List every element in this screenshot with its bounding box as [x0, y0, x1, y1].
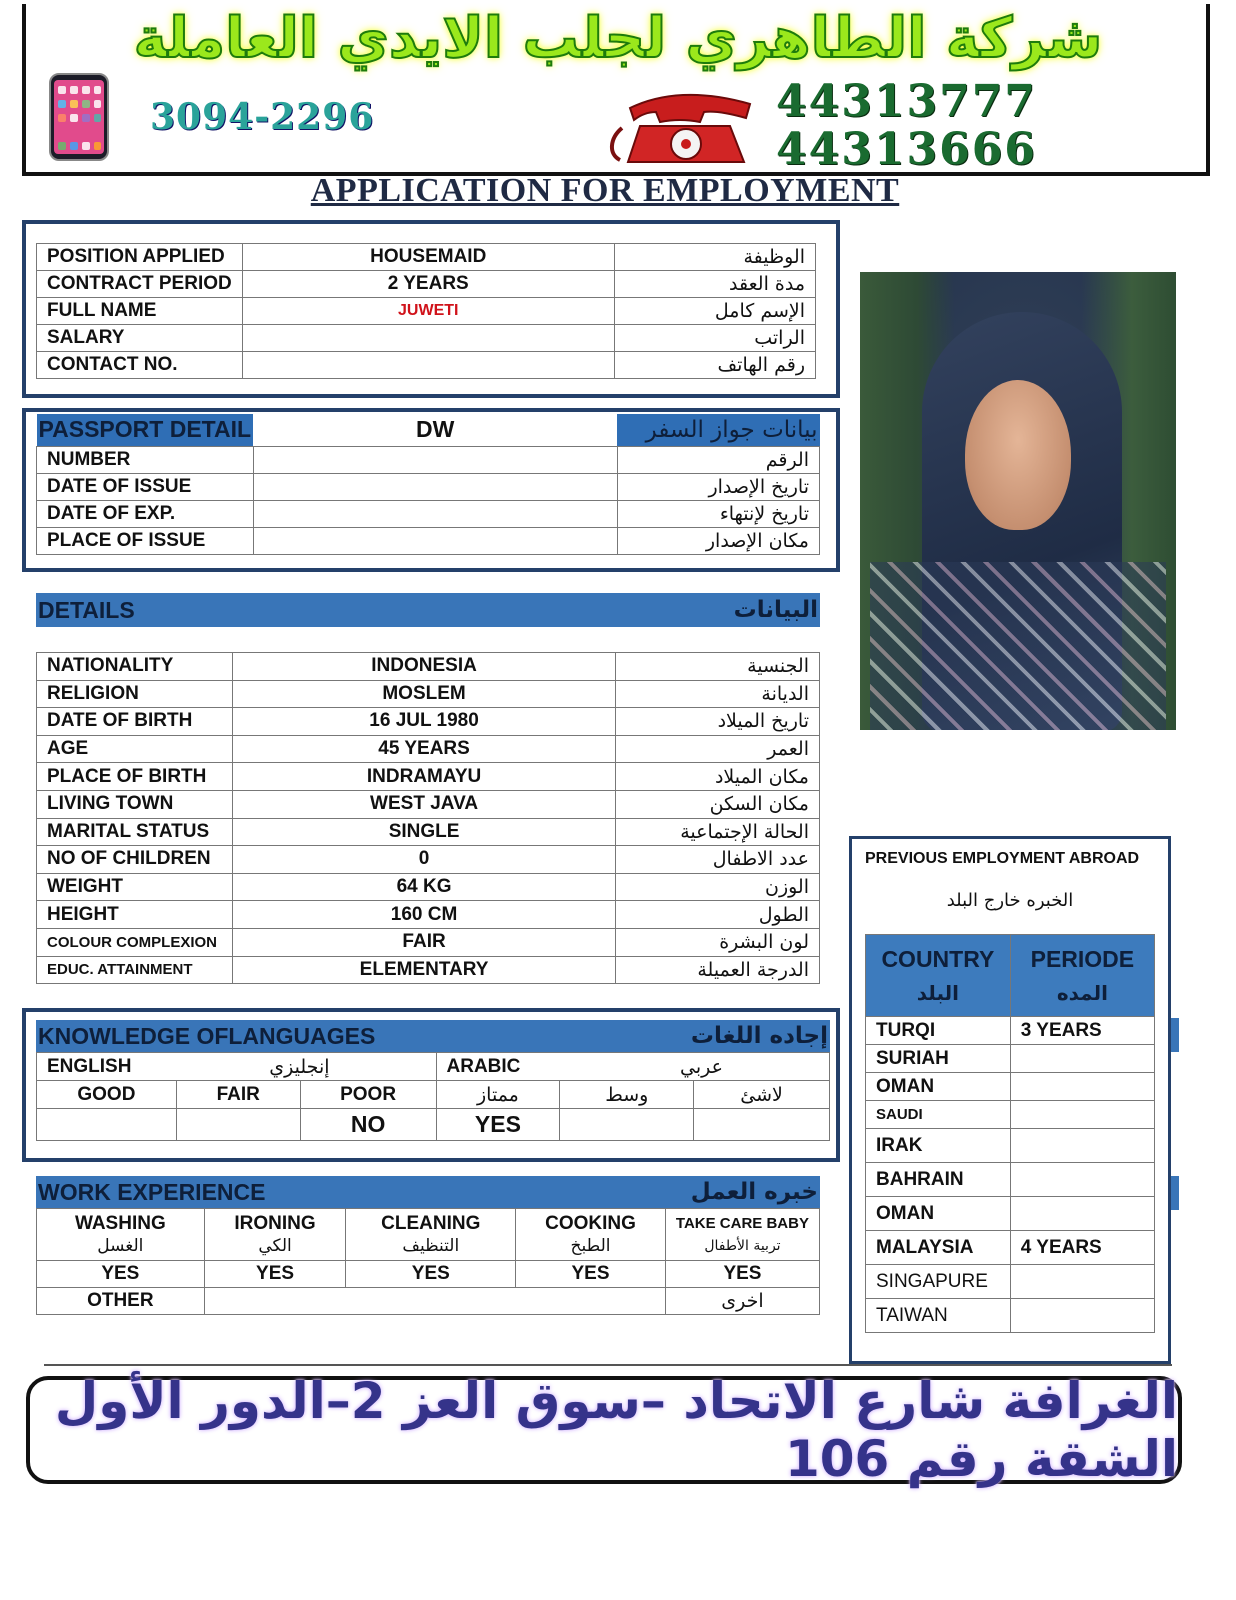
details-table	[36, 652, 820, 984]
details-row	[37, 818, 820, 846]
field-value: 0	[232, 846, 615, 874]
position-table	[36, 243, 816, 379]
language-level-label: FAIR	[176, 1081, 300, 1109]
field-value: 16 JUL 1980	[232, 708, 615, 736]
country-cell: TURQI	[866, 1017, 1011, 1045]
field-label-arabic: مكان الميلاد	[616, 763, 820, 791]
work-skill-english: WASHING	[74, 1212, 166, 1234]
mobile-number: 3094-2296	[150, 96, 375, 138]
field-label: PLACE OF ISSUE	[37, 527, 254, 554]
details-row	[37, 763, 820, 791]
telephone-icon	[600, 88, 760, 166]
languages-title-arabic: إجاده اللغات	[690, 1023, 828, 1049]
address-box	[26, 1372, 1182, 1488]
passport-row	[37, 500, 820, 527]
details-row	[37, 653, 820, 681]
work-experience-table	[36, 1208, 820, 1315]
field-label: CONTRACT PERIOD	[37, 271, 243, 298]
field-value: HOUSEMAID	[242, 244, 614, 271]
field-value	[253, 527, 617, 554]
work-skill-value: YES	[665, 1261, 819, 1288]
field-label: DATE OF EXP.	[37, 500, 254, 527]
languages-title: KNOWLEDGE OFLANGUAGES	[38, 1022, 376, 1049]
english-label-arabic: إنجليزي	[269, 1055, 330, 1078]
field-label-arabic: لون البشرة	[616, 928, 820, 956]
field-label-arabic: الوزن	[616, 873, 820, 901]
details-row	[37, 790, 820, 818]
details-row	[37, 956, 820, 984]
field-label: PLACE OF BIRTH	[37, 763, 233, 791]
field-label-arabic: رقم الهاتف	[614, 352, 815, 379]
work-experience-header	[36, 1176, 820, 1208]
period-cell	[1010, 1197, 1154, 1231]
details-title-arabic: البيانات	[733, 597, 818, 623]
field-value	[242, 352, 614, 379]
language-level-label: وسط	[560, 1081, 694, 1109]
details-row	[37, 901, 820, 929]
passport-row	[37, 446, 820, 473]
position-row	[37, 271, 816, 298]
work-skill-label	[516, 1209, 666, 1261]
arabic-language-cell	[436, 1053, 829, 1081]
language-level-label: لاشئ	[694, 1081, 830, 1109]
field-label-arabic: الرقم	[617, 446, 819, 473]
field-label-arabic: تاريخ الإصدار	[617, 473, 819, 500]
details-title: DETAILS	[38, 596, 135, 623]
details-row	[37, 680, 820, 708]
field-value: FAIR	[232, 928, 615, 956]
field-value: INDRAMAYU	[232, 763, 615, 791]
details-header	[36, 593, 820, 627]
work-skill-value: YES	[204, 1261, 346, 1288]
field-label-arabic: الإسم كامل	[614, 298, 815, 325]
passport-row	[37, 473, 820, 500]
field-label-arabic: تاريخ لإنتهاء	[617, 500, 819, 527]
country-column-header	[866, 935, 1011, 1017]
field-label: NUMBER	[37, 446, 254, 473]
field-label-arabic: الوظيفة	[614, 244, 815, 271]
period-cell	[1010, 1265, 1154, 1299]
field-label: DATE OF ISSUE	[37, 473, 254, 500]
language-level-label: ممتاز	[436, 1081, 560, 1109]
period-cell	[1010, 1101, 1154, 1129]
position-row	[37, 244, 816, 271]
field-value: 45 YEARS	[232, 735, 615, 763]
previous-employment-row	[866, 1299, 1155, 1333]
language-level-label: GOOD	[37, 1081, 177, 1109]
work-skill-arabic: الطبخ	[570, 1235, 611, 1256]
decorative-stub	[1171, 1018, 1179, 1052]
field-label: DATE OF BIRTH	[37, 708, 233, 736]
language-level-answer	[37, 1109, 177, 1141]
work-skill-english: IRONING	[234, 1212, 316, 1234]
country-header-arabic: البلد	[916, 980, 959, 1005]
work-skill-english: TAKE CARE BABY	[675, 1214, 809, 1232]
work-skill-value: YES	[346, 1261, 516, 1288]
country-cell: SAUDI	[866, 1101, 1011, 1129]
period-column-header	[1010, 935, 1154, 1017]
field-value: MOSLEM	[232, 680, 615, 708]
other-label-arabic: اخرى	[665, 1288, 819, 1315]
field-label: LIVING TOWN	[37, 790, 233, 818]
details-row	[37, 708, 820, 736]
languages-header	[36, 1020, 830, 1052]
position-row	[37, 352, 816, 379]
divider	[44, 1364, 1172, 1366]
work-skill-value: YES	[37, 1261, 205, 1288]
previous-employment-row	[866, 1101, 1155, 1129]
work-skill-english: COOKING	[545, 1212, 636, 1234]
previous-employment-row	[866, 1045, 1155, 1073]
field-value: JUWETI	[242, 298, 614, 325]
country-header-english: COUNTRY	[881, 945, 995, 972]
period-cell	[1010, 1073, 1154, 1101]
field-label: POSITION APPLIED	[37, 244, 243, 271]
company-address: الغرافة شارع الاتحاد –سوق العز 2–الدور الأول الشقة رقم 106	[54, 1372, 1178, 1488]
mobile-phone-icon	[48, 72, 110, 162]
previous-employment-row	[866, 1017, 1155, 1045]
details-row	[37, 735, 820, 763]
field-value: 64 KG	[232, 873, 615, 901]
position-row	[37, 298, 816, 325]
language-level-label: POOR	[300, 1081, 436, 1109]
passport-row	[37, 527, 820, 554]
field-label-arabic: الراتب	[614, 325, 815, 352]
field-value: SINGLE	[232, 818, 615, 846]
work-skill-arabic: تربية الأطفال	[704, 1237, 781, 1254]
passport-header: PASSPORT DETAIL	[37, 414, 254, 446]
field-label-arabic: الطول	[616, 901, 820, 929]
work-skill-label	[346, 1209, 516, 1261]
field-value	[253, 500, 617, 527]
field-label: EDUC. ATTAINMENT	[37, 956, 233, 984]
work-skill-label	[665, 1209, 819, 1261]
field-label-arabic: مكان الإصدار	[617, 527, 819, 554]
english-label: ENGLISH	[47, 1055, 132, 1077]
field-label: NATIONALITY	[37, 653, 233, 681]
period-cell	[1010, 1163, 1154, 1197]
position-row	[37, 325, 816, 352]
details-row	[37, 928, 820, 956]
field-label: SALARY	[37, 325, 243, 352]
field-label-arabic: العمر	[616, 735, 820, 763]
country-cell: OMAN	[866, 1073, 1011, 1101]
period-header-arabic: المده	[1056, 980, 1108, 1005]
work-skill-label	[204, 1209, 346, 1261]
country-cell: BAHRAIN	[866, 1163, 1011, 1197]
english-language-cell	[37, 1053, 437, 1081]
language-level-answer	[694, 1109, 830, 1141]
field-label: RELIGION	[37, 680, 233, 708]
details-row	[37, 873, 820, 901]
other-value	[204, 1288, 665, 1315]
country-cell: IRAK	[866, 1129, 1011, 1163]
passport-header-value: DW	[415, 416, 455, 443]
previous-employment-row	[866, 1197, 1155, 1231]
country-cell: MALAYSIA	[866, 1231, 1011, 1265]
previous-employment-row	[866, 1129, 1155, 1163]
previous-employment-title: PREVIOUS EMPLOYMENT ABROAD	[865, 850, 1140, 867]
period-cell	[1010, 1129, 1154, 1163]
field-value	[253, 473, 617, 500]
field-value: WEST JAVA	[232, 790, 615, 818]
previous-employment-row	[866, 1163, 1155, 1197]
field-value: INDONESIA	[232, 653, 615, 681]
languages-table	[36, 1052, 830, 1141]
field-label: NO OF CHILDREN	[37, 846, 233, 874]
work-skill-arabic: التنظيف	[402, 1235, 460, 1256]
field-label: CONTACT NO.	[37, 352, 243, 379]
work-skill-value: YES	[516, 1261, 666, 1288]
field-label-arabic: مكان السكن	[616, 790, 820, 818]
field-label: COLOUR COMPLEXION	[37, 928, 233, 956]
work-experience-title-arabic: خبره العمل	[690, 1179, 818, 1205]
field-value: ELEMENTARY	[232, 956, 615, 984]
applicant-photo	[860, 272, 1176, 730]
previous-employment-row	[866, 1265, 1155, 1299]
page-title: APPLICATION FOR EMPLOYMENT	[310, 172, 900, 209]
period-cell: 3 YEARS	[1010, 1017, 1154, 1045]
language-level-answer: NO	[300, 1109, 436, 1141]
work-skill-label	[37, 1209, 205, 1261]
field-label: WEIGHT	[37, 873, 233, 901]
previous-employment-title-arabic: الخبره خارج البلد	[946, 890, 1074, 911]
period-cell	[1010, 1045, 1154, 1073]
other-label: OTHER	[37, 1288, 205, 1315]
country-cell: TAIWAN	[866, 1299, 1011, 1333]
field-label-arabic: مدة العقد	[614, 271, 815, 298]
field-label-arabic: الديانة	[616, 680, 820, 708]
field-value: 2 YEARS	[242, 271, 614, 298]
language-level-answer: YES	[436, 1109, 560, 1141]
field-label-arabic: عدد الاطفال	[616, 846, 820, 874]
work-experience-title: WORK EXPERIENCE	[38, 1178, 266, 1205]
details-row	[37, 846, 820, 874]
field-value	[242, 325, 614, 352]
previous-employment-row	[866, 1073, 1155, 1101]
landline-number-2: 44313666	[776, 124, 1037, 175]
field-value	[253, 446, 617, 473]
period-header-english: PERIODE	[1030, 945, 1135, 972]
field-label-arabic: الدرجة العميلة	[616, 956, 820, 984]
arabic-label: ARABIC	[446, 1055, 521, 1077]
field-label: MARITAL STATUS	[37, 818, 233, 846]
previous-employment-table	[865, 934, 1155, 1333]
country-cell: OMAN	[866, 1197, 1011, 1231]
field-label-arabic: الحالة الإجتماعية	[616, 818, 820, 846]
arabic-label-arabic: عربي	[680, 1055, 723, 1078]
field-label-arabic: تاريخ الميلاد	[616, 708, 820, 736]
field-label: FULL NAME	[37, 298, 243, 325]
country-cell: SINGAPURE	[866, 1265, 1011, 1299]
landline-number-1: 44313777	[776, 76, 1037, 127]
period-cell	[1010, 1299, 1154, 1333]
work-skill-english: CLEANING	[381, 1212, 481, 1234]
passport-header-arabic: بيانات جواز السفر	[617, 414, 819, 446]
company-name: شركة الطاهري لجلب الايدي العاملة	[133, 6, 1103, 71]
language-level-answer	[176, 1109, 300, 1141]
work-skill-arabic: الغسل	[97, 1235, 144, 1256]
decorative-stub	[1171, 1176, 1179, 1210]
field-label: HEIGHT	[37, 901, 233, 929]
previous-employment-row	[866, 1231, 1155, 1265]
field-label-arabic: الجنسية	[616, 653, 820, 681]
passport-table	[36, 414, 820, 555]
country-cell: SURIAH	[866, 1045, 1011, 1073]
field-value: 160 CM	[232, 901, 615, 929]
period-cell: 4 YEARS	[1010, 1231, 1154, 1265]
language-level-answer	[560, 1109, 694, 1141]
landline-numbers	[776, 78, 1037, 174]
work-skill-arabic: الكي	[258, 1235, 292, 1256]
field-label: AGE	[37, 735, 233, 763]
